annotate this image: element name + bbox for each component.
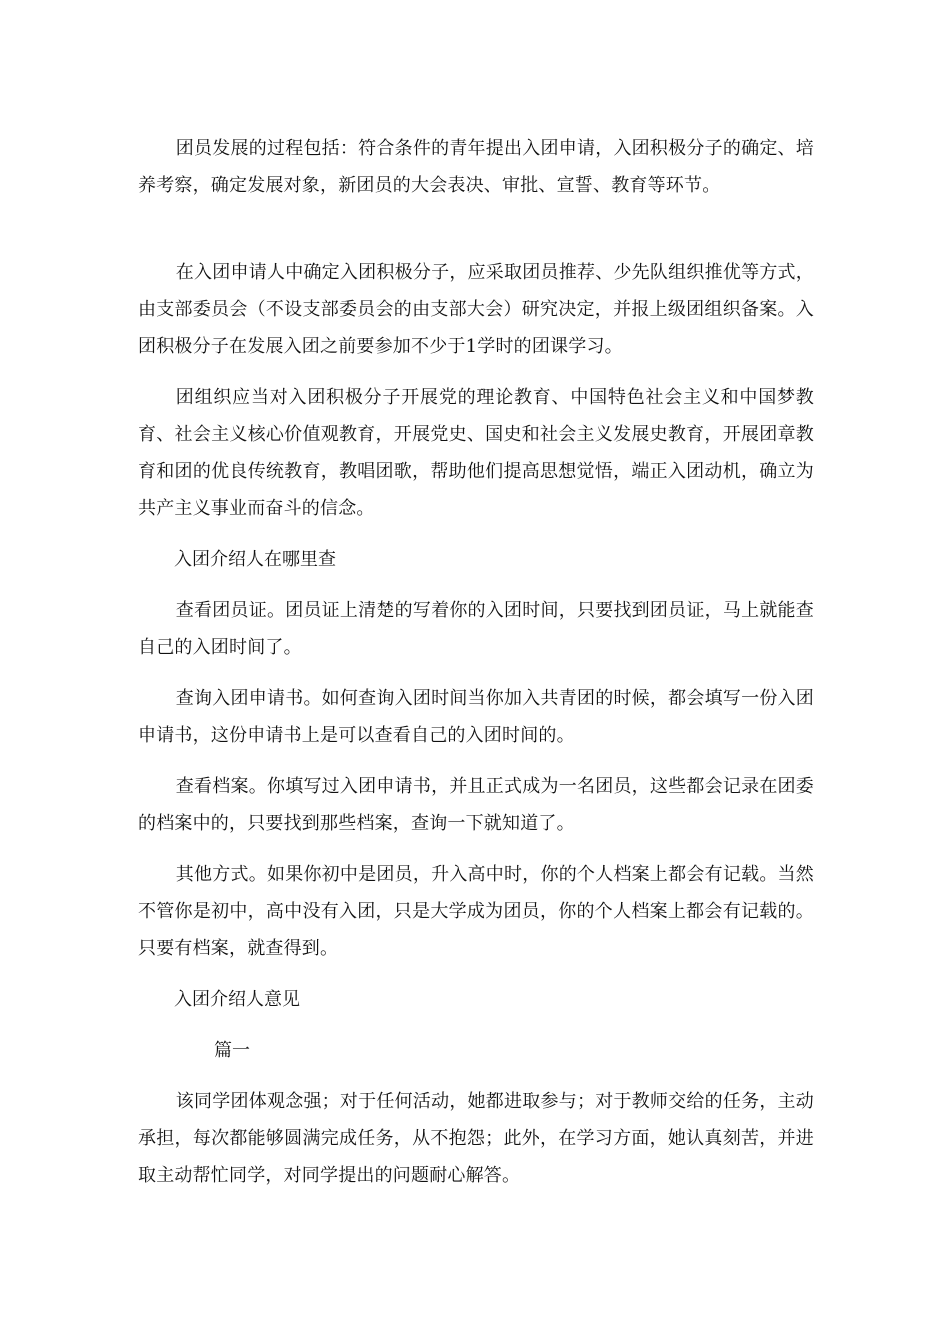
paragraph-development-process: 团员发展的过程包括：符合条件的青年提出入团申请，入团积极分子的确定、培养考察，确定发展对象，新团员的大会表决、审批、宣誓、教育等环节。: [138, 138, 814, 196]
paragraph-activist-selection: 在入团申请人中确定入团积极分子，应采取团员推荐、少先队组织推优等方式，由支部委员会（不设支部委员会的由支部大会）研究决定，并报上级团组织备案。入团积极分子在发展入团之前要参加不少于1学时的团课学习。: [138, 262, 814, 357]
paragraph-activist-education: 团组织应当对入团积极分子开展党的理论教育、中国特色社会主义和中国梦教育、社会主义核心价值观教育，开展党史、国史和社会主义发展史教育，开展团章教育和团的优良传统教育，教唱团歌，帮助他们提高思想觉悟，端正入团动机，确立为共产主义事业而奋斗的信念。: [138, 387, 814, 519]
paragraph-check-member-card: 查看团员证。团员证上清楚的写着你的入团时间，只要找到团员证，马上就能查自己的入团时间了。: [138, 600, 814, 658]
section-heading-where-to-check: 入团介绍人在哪里查: [174, 549, 336, 570]
paragraph-other-methods: 其他方式。如果你初中是团员，升入高中时，你的个人档案上都会有记载。当然不管你是初中，高中没有入团，只是大学成为团员，你的个人档案上都会有记载的。只要有档案，就查得到。: [138, 864, 814, 959]
document-body: [138, 130, 814, 1194]
paragraph-opinion-sample: 该同学团体观念强；对于任何活动，她都进取参与；对于教师交给的任务，主动承担，每次都能够圆满完成任务，从不抱怨；此外，在学习方面，她认真刻苦，并进取主动帮忙同学，对同学提出的问题耐心解答。: [138, 1091, 814, 1186]
section-heading-introducer-opinion: 入团介绍人意见: [174, 989, 300, 1010]
paragraph-check-application: 查询入团申请书。如何查询入团时间当你加入共青团的时候，都会填写一份入团申请书，这份申请书上是可以查看自己的入团时间的。: [138, 688, 814, 746]
paragraph-check-archive: 查看档案。你填写过入团申请书，并且正式成为一名团员，这些都会记录在团委的档案中的，只要找到那些档案，查询一下就知道了。: [138, 776, 814, 834]
sub-heading-part-one: 篇一: [214, 1040, 250, 1061]
